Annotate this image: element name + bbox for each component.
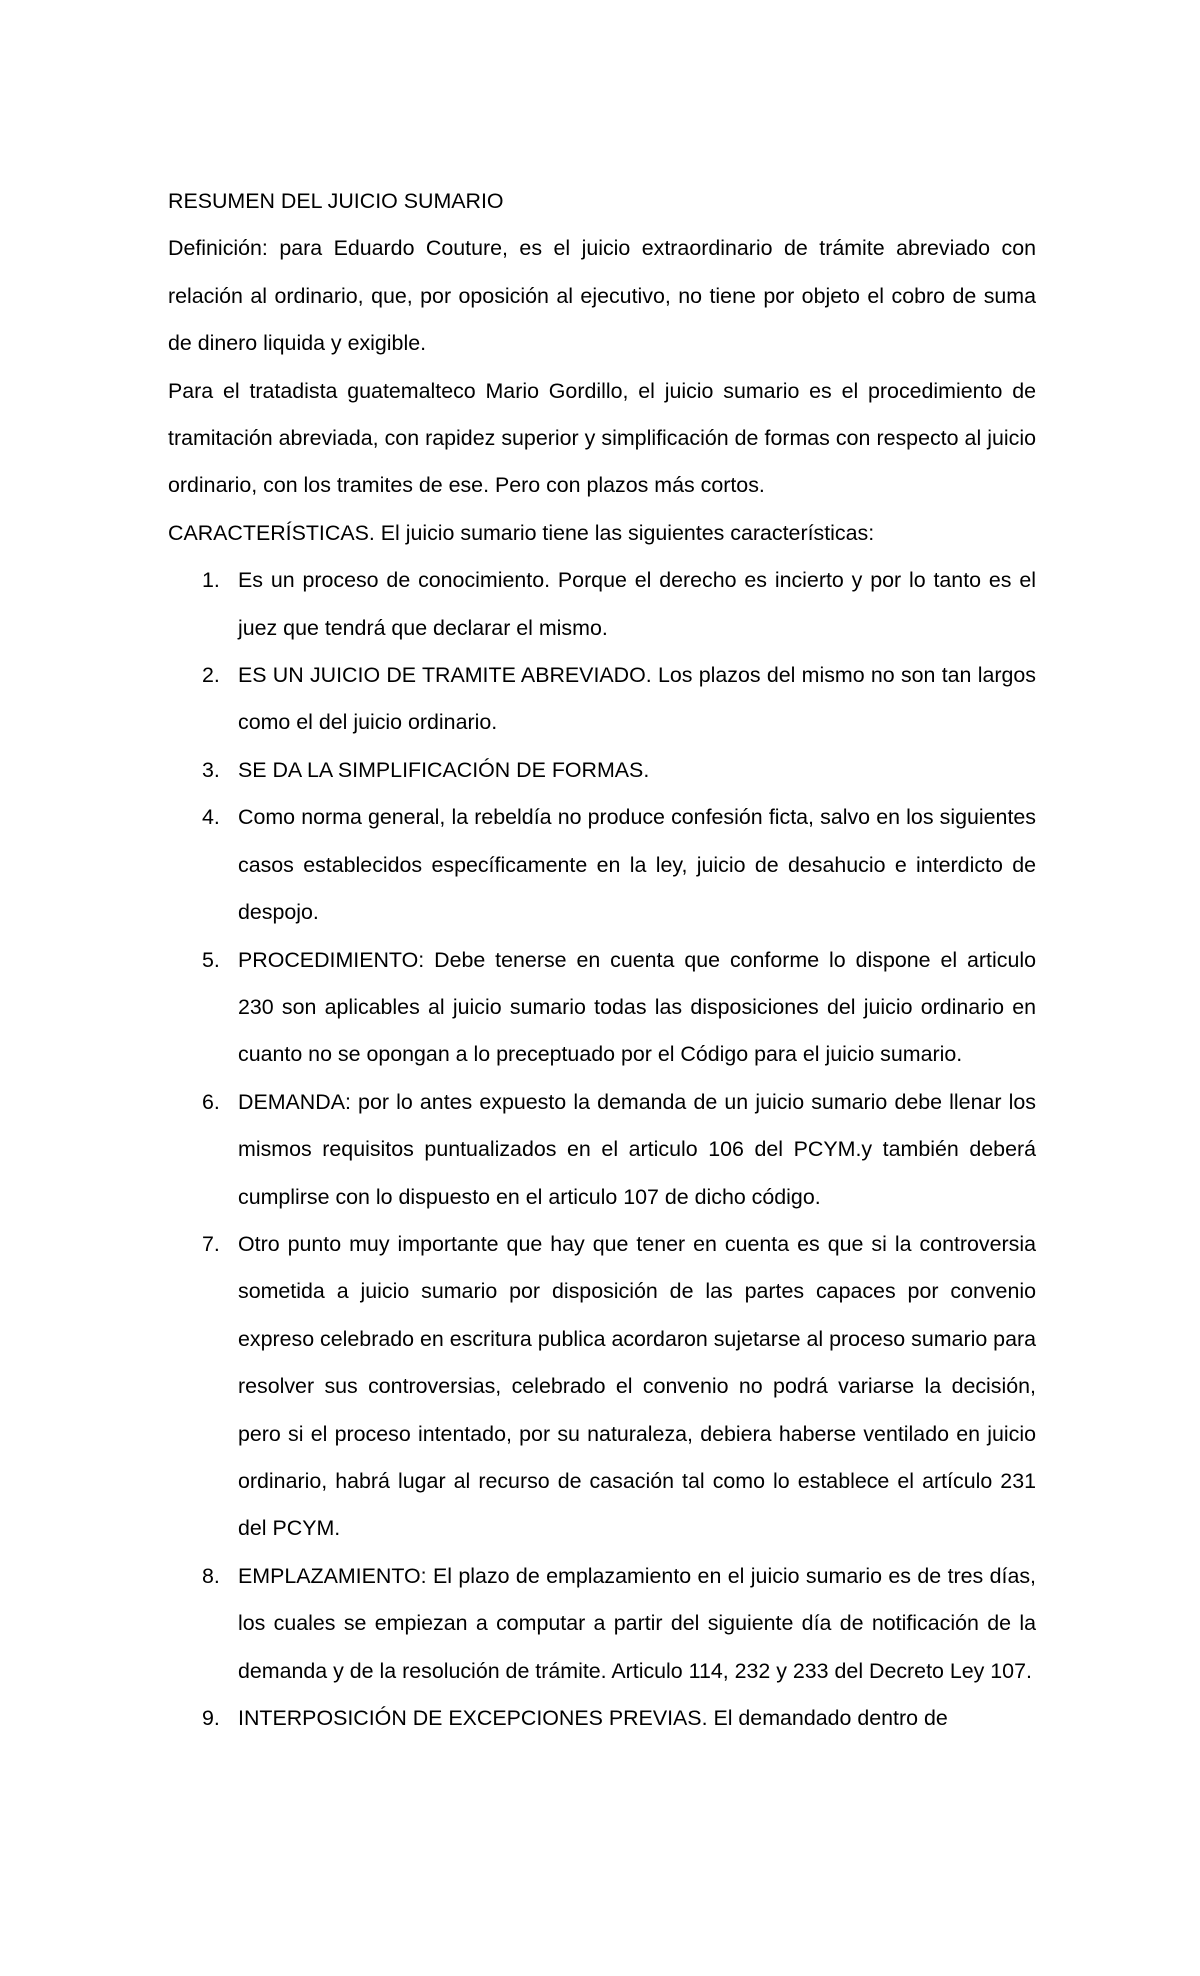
item-number: 5.	[202, 947, 220, 972]
list-item	[168, 557, 1036, 652]
gordillo-paragraph: Para el tratadista guatemalteco Mario Gordillo, el juicio sumario es el procedimiento de tramitación abreviada, con rapidez superior y simplificación de formas con respecto al juicio ordinario, con los tramites de ese. Pero con plazos más cortos.	[168, 378, 1036, 498]
document-title: RESUMEN DEL JUICIO SUMARIO	[168, 189, 504, 213]
item-text: Otro punto muy importante que hay que tener en cuenta es que si la controversia sometida a juicio sumario por disposición de las partes capaces por convenio expreso celebrado en escritura publica acordaron sujetarse al proceso sumario para resolver sus controversias, celebrado el convenio no podrá variarse la decisión, pero si el proceso intentado, por su naturaleza, debiera haberse ventilado en juicio ordinario, habrá lugar al recurso de casación tal como lo establece el artículo 231 del PCYM.	[238, 1231, 1036, 1541]
item-text: ES UN JUICIO DE TRAMITE ABREVIADO. Los plazos del mismo no son tan largos como el del juicio ordinario.	[238, 663, 1036, 735]
list-item	[168, 1221, 1036, 1553]
list-item	[168, 747, 1036, 794]
list-item	[168, 937, 1036, 1079]
list-item	[168, 1553, 1036, 1695]
list-item	[168, 1079, 1036, 1221]
list-item	[168, 1695, 1036, 1742]
list-item	[168, 652, 1036, 747]
item-number: 3.	[202, 757, 220, 782]
item-text: Como norma general, la rebeldía no produce confesión ficta, salvo en los siguientes casos establecidos específicamente en la ley, juicio de desahucio e interdicto de despojo.	[238, 805, 1036, 925]
item-text: Es un proceso de conocimiento. Porque el derecho es incierto y por lo tanto es el juez que tendrá que declarar el mismo.	[238, 568, 1036, 640]
item-number: 4.	[202, 805, 220, 830]
list-item	[168, 794, 1036, 936]
document-page	[168, 178, 1036, 1742]
definition-paragraph: Definición: para Eduardo Couture, es el juicio extraordinario de trámite abreviado con relación al ordinario, que, por oposición al ejecutivo, no tiene por objeto el cobro de suma de dinero liquida y exigible.	[168, 236, 1036, 356]
item-text: INTERPOSICIÓN DE EXCEPCIONES PREVIAS. El demandado dentro de	[238, 1706, 948, 1730]
characteristics-list	[168, 557, 1036, 1742]
item-number: 8.	[202, 1563, 220, 1588]
item-text: EMPLAZAMIENTO: El plazo de emplazamiento en el juicio sumario es de tres días, los cuales se empiezan a computar a partir del siguiente día de notificación de la demanda y de la resolución de trámite. Articulo 114, 232 y 233 del Decreto Ley 107.	[238, 1563, 1036, 1683]
item-text: SE DA LA SIMPLIFICACIÓN DE FORMAS.	[238, 757, 650, 782]
item-text: PROCEDIMIENTO: Debe tenerse en cuenta que conforme lo dispone el articulo 230 son aplicables al juicio sumario todas las disposiciones del juicio ordinario en cuanto no se opongan a lo preceptuado por el Código para el juicio sumario.	[238, 947, 1036, 1067]
item-text: DEMANDA: por lo antes expuesto la demanda de un juicio sumario debe llenar los mismos requisitos puntualizados en el articulo 106 del PCYM.y también deberá cumplirse con lo dispuesto en el articulo 107 de dicho código.	[238, 1089, 1036, 1209]
characteristics-intro: CARACTERÍSTICAS. El juicio sumario tiene las siguientes características:	[168, 520, 875, 545]
item-number: 7.	[202, 1231, 220, 1256]
item-number: 9.	[202, 1706, 220, 1730]
item-number: 2.	[202, 663, 220, 688]
item-number: 1.	[202, 568, 220, 593]
item-number: 6.	[202, 1089, 220, 1114]
